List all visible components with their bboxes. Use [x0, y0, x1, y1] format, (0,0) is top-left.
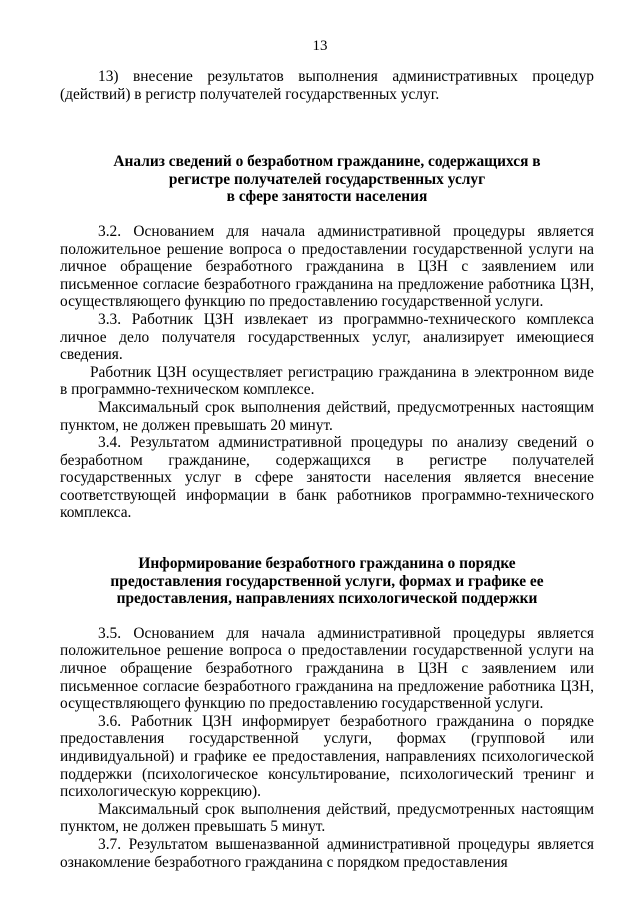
paragraph-3-7: 3.7. Результатом вышеназванной административной процедуры является ознакомление безработного гражданина с порядком предоставления	[60, 835, 594, 871]
paragraph-registration: Работник ЦЗН осуществляет регистрацию гражданина в электронном виде в программно-техническом комплексе.	[60, 363, 594, 399]
spacer	[60, 522, 594, 555]
spacer	[60, 608, 594, 625]
paragraph-3-5: 3.5. Основанием для начала административной процедуры является положительное решение вопроса о предоставлении государственной услуги на личное обращение безработного гражданина в ЦЗН с заявлением или письменное согласие безработного гражданина на предложение работника ЦЗН, осуществляющего функцию по предоставлению государственной услуги.	[60, 624, 594, 713]
heading-line: предоставления, направлениях психологической поддержки	[116, 590, 538, 608]
paragraph-3-4: 3.4. Результатом административной процедуры по анализу сведений о безработном гражданине, содержащихся в регистре получателей государственных услуг в сфере занятости населения является внесение соответствующей информации в банк работников программно-технического комплекса.	[60, 434, 594, 522]
paragraph-time-limit-20: Максимальный срок выполнения действий, предусмотренных настоящим пунктом, не должен превышать 20 минут.	[60, 398, 594, 434]
page-number: 13	[312, 38, 328, 54]
paragraph-time-limit-5: Максимальный срок выполнения действий, предусмотренных настоящим пунктом, не должен превышать 5 минут.	[60, 800, 594, 836]
spacer	[60, 206, 594, 223]
heading-line: регистре получателей государственных услуг	[168, 170, 486, 188]
paragraph-3-2: 3.2. Основанием для начала административной процедуры является положительное решение вопроса о предоставлении государственной услуги на личное обращение безработного гражданина в ЦЗН с заявлением или письменное согласие безработного гражданина на предложение работника ЦЗН, осуществляющего функцию по предоставлению государственной услуги.	[60, 222, 594, 311]
heading-line: предоставления государственной услуги, формах и графике ее	[110, 572, 544, 590]
heading-line: Информирование безработного гражданина о порядке	[138, 555, 516, 573]
paragraph-3-3: 3.3. Работник ЦЗН извлекает из программно-технического комплекса личное дело получателя государственных услуг, анализирует имеющиеся сведения.	[60, 310, 594, 364]
heading-line: Анализ сведений о безработном гражданине, содержащихся в	[113, 153, 541, 171]
spacer	[60, 136, 594, 153]
spacer	[60, 103, 594, 136]
document-body	[60, 68, 594, 871]
section-heading-analysis	[60, 153, 594, 206]
intro-paragraph: 13) внесение результатов выполнения административных процедур (действий) в регистр получателей государственных услуг.	[60, 68, 594, 103]
heading-line: в сфере занятости населения	[226, 188, 428, 206]
paragraph-3-6: 3.6. Работник ЦЗН информирует безработного гражданина о порядке предоставления государственной услуги, формах (групповой или индивидуальной) и графике ее предоставления, направлениях психологической поддержки (психологическое консультирование, психологический тренинг и психологическую коррекцию).	[60, 712, 594, 801]
section-heading-informing	[60, 555, 594, 608]
